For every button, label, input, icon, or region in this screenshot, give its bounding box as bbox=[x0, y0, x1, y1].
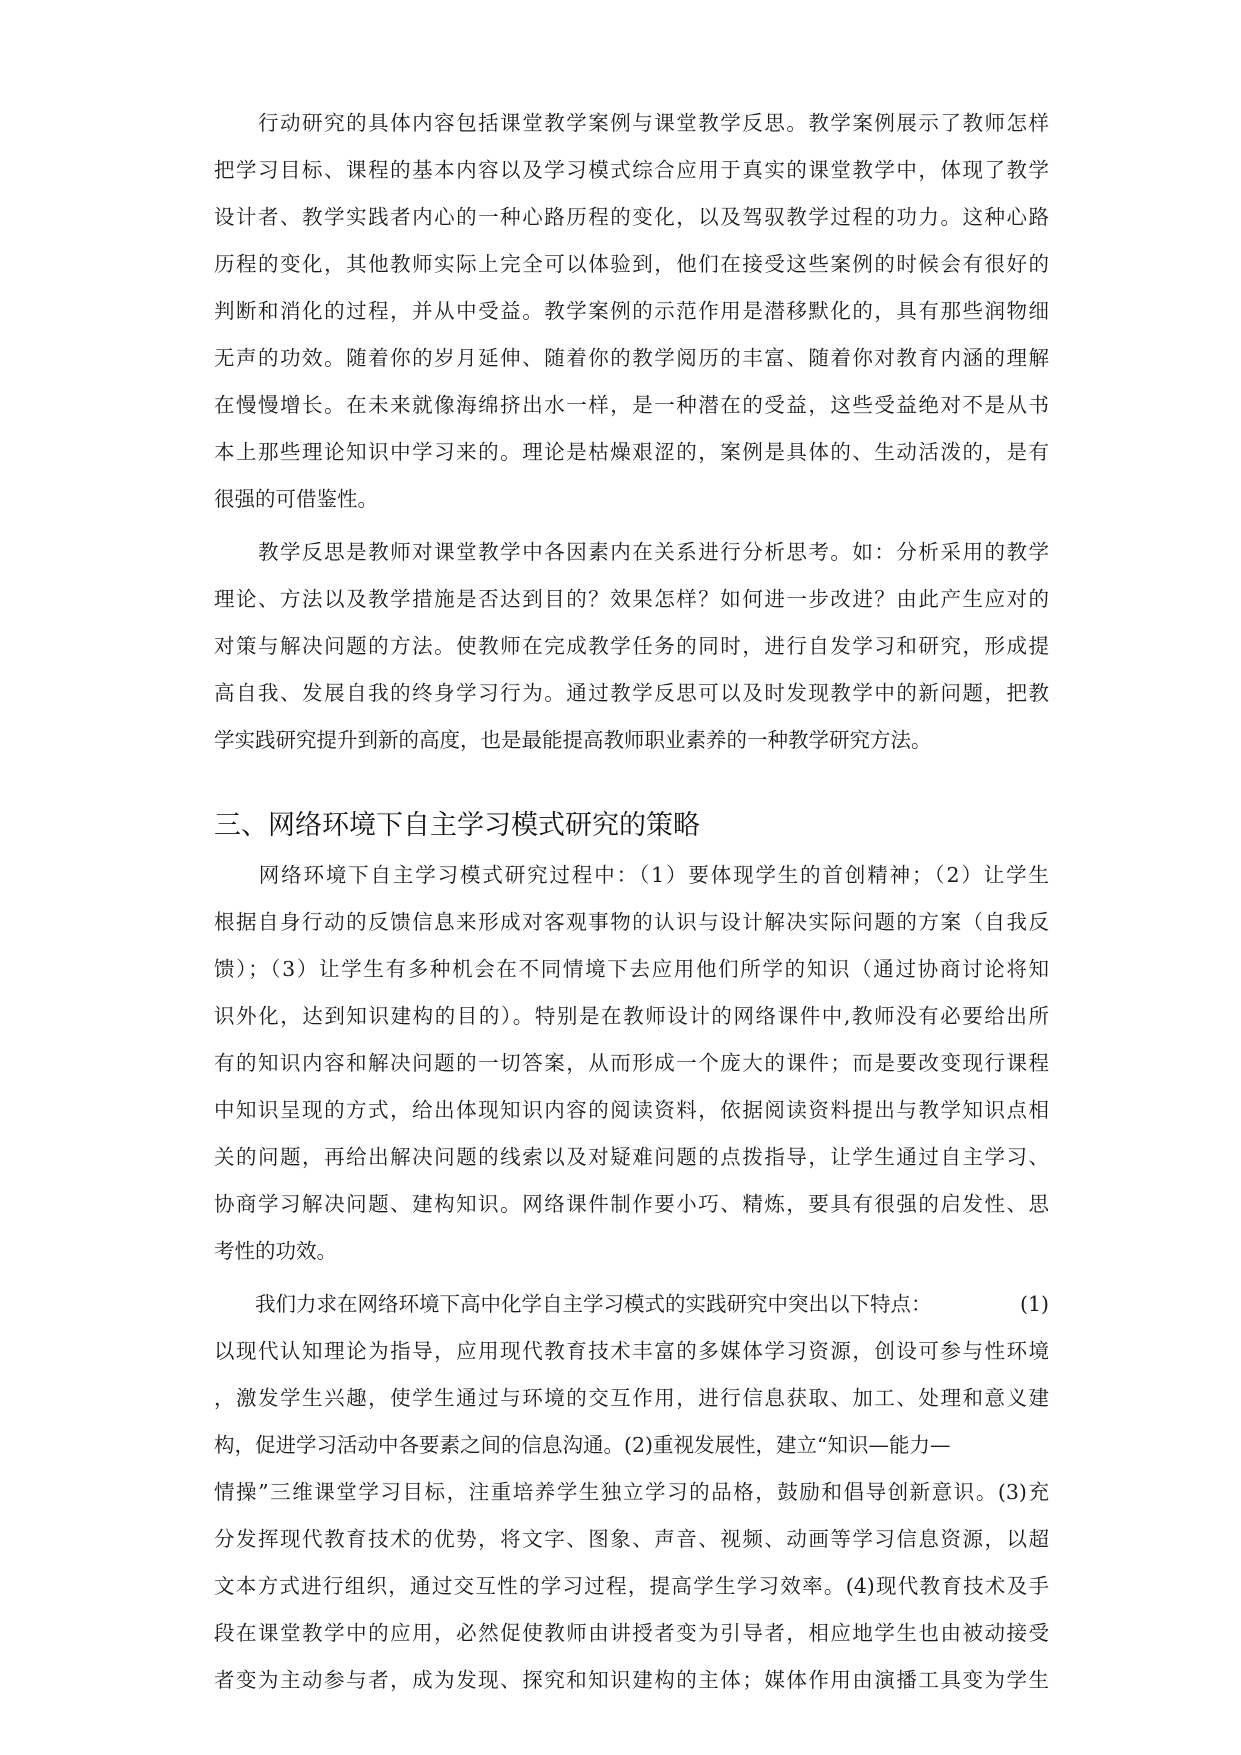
section-heading: 三、网络环境下自主学习模式研究的策略 bbox=[214, 810, 700, 841]
text-line: 理论、方法以及教学措施是否达到目的？效果怎样？如何进一步改进？由此产生应对的 bbox=[214, 587, 1049, 611]
text-line: 分发挥现代教育技术的优势，将文字、图象、声音、视频、动画等学习信息资源，以超 bbox=[214, 1527, 1049, 1551]
text-line: 考性的功效。 bbox=[214, 1239, 337, 1263]
text-line-left: 我们力求在网络环境下高中化学自主学习模式的实践研究中突出以下特点： bbox=[214, 1292, 932, 1316]
paragraph-features bbox=[214, 1281, 1049, 1704]
text-line: 根据自身行动的反馈信息来形成对客观事物的认识与设计解决实际问题的方案（自我反 bbox=[214, 910, 1049, 934]
text-line: 段在课堂教学中的应用，必然促使教师由讲授者变为引导者，相应地学生也由被动接受 bbox=[214, 1621, 1049, 1645]
paragraph-strategy bbox=[214, 852, 1049, 1275]
text-line: 文本方式进行组织，通过交互性的学习过程，提高学生学习效率。(4)现代教育技术及手 bbox=[214, 1574, 1049, 1598]
text-line: 构，促进学习活动中各要素之间的信息沟通。(2)重视发展性，建立“知识—能力— bbox=[214, 1433, 951, 1457]
text-line: 设计者、教学实践者内心的一种心路历程的变化，以及驾驭教学过程的功力。这种心路 bbox=[214, 205, 1049, 229]
text-line: 学实践研究提升到新的高度，也是最能提高教师职业素养的一种教学研究方法。 bbox=[214, 728, 932, 752]
text-line bbox=[214, 1281, 1049, 1328]
text-line: 高自我、发展自我的终身学习行为。通过教学反思可以及时发现教学中的新问题，把教 bbox=[214, 681, 1049, 705]
document-page bbox=[214, 100, 1049, 1704]
text-line: 有的知识内容和解决问题的一切答案，从而形成一个庞大的课件；而是要改变现行课程 bbox=[214, 1051, 1049, 1075]
text-line: 行动研究的具体内容包括课堂教学案例与课堂教学反思。教学案例展示了教师怎样 bbox=[214, 111, 1049, 135]
text-line: 对策与解决问题的方法。使教师在完成教学任务的同时，进行自发学习和研究，形成提 bbox=[214, 634, 1049, 658]
text-line-right: (1) bbox=[1019, 1292, 1049, 1316]
text-line: 以现代认知理论为指导，应用现代教育技术丰富的多媒体学习资源，创设可参与性环境 bbox=[214, 1339, 1049, 1363]
text-line: 本上那些理论知识中学习来的。理论是枯燥艰涩的，案例是具体的、生动活泼的，是有 bbox=[214, 440, 1049, 464]
text-line: 网络环境下自主学习模式研究过程中：（1）要体现学生的首创精神；（2）让学生 bbox=[214, 863, 1049, 887]
text-line: 者变为主动参与者，成为发现、探究和知识建构的主体；媒体作用由演播工具变为学生 bbox=[214, 1668, 1049, 1692]
text-line: 中知识呈现的方式，给出体现知识内容的阅读资料，依据阅读资料提出与教学知识点相 bbox=[214, 1098, 1049, 1122]
text-line: 识外化，达到知识建构的目的）。特别是在教师设计的网络课件中,教师没有必要给出所 bbox=[214, 1004, 1049, 1028]
text-line: 情操”三维课堂学习目标，注重培养学生独立学习的品格，鼓励和倡导创新意识。(3)充 bbox=[214, 1480, 1049, 1504]
text-line: 关的问题，再给出解决问题的线索以及对疑难问题的点拨指导，让学生通过自主学习、 bbox=[214, 1145, 1049, 1169]
text-line: 协商学习解决问题、建构知识。网络课件制作要小巧、精炼，要具有很强的启发性、思 bbox=[214, 1192, 1049, 1216]
text-line: 判断和消化的过程，并从中受益。教学案例的示范作用是潜移默化的，具有那些润物细 bbox=[214, 299, 1049, 323]
text-line: ，激发学生兴趣，使学生通过与环境的交互作用，进行信息获取、加工、处理和意义建 bbox=[214, 1386, 1049, 1410]
text-line: 历程的变化，其他教师实际上完全可以体验到，他们在接受这些案例的时候会有很好的 bbox=[214, 252, 1049, 276]
text-line: 在慢慢增长。在未来就像海绵挤出水一样，是一种潜在的受益，这些受益绝对不是从书 bbox=[214, 393, 1049, 417]
text-line: 馈）；（3）让学生有多种机会在不同情境下去应用他们所学的知识（通过协商讨论将知 bbox=[214, 957, 1049, 981]
text-line: 把学习目标、课程的基本内容以及学习模式综合应用于真实的课堂教学中，体现了教学 bbox=[214, 158, 1049, 182]
text-line: 很强的可借鉴性。 bbox=[214, 487, 378, 511]
text-line: 教学反思是教师对课堂教学中各因素内在关系进行分析思考。如：分析采用的教学 bbox=[214, 540, 1049, 564]
paragraph-case-study bbox=[214, 100, 1049, 523]
paragraph-teaching-reflection bbox=[214, 529, 1049, 764]
text-line: 无声的功效。随着你的岁月延伸、随着你的教学阅历的丰富、随着你对教育内涵的理解 bbox=[214, 346, 1049, 370]
